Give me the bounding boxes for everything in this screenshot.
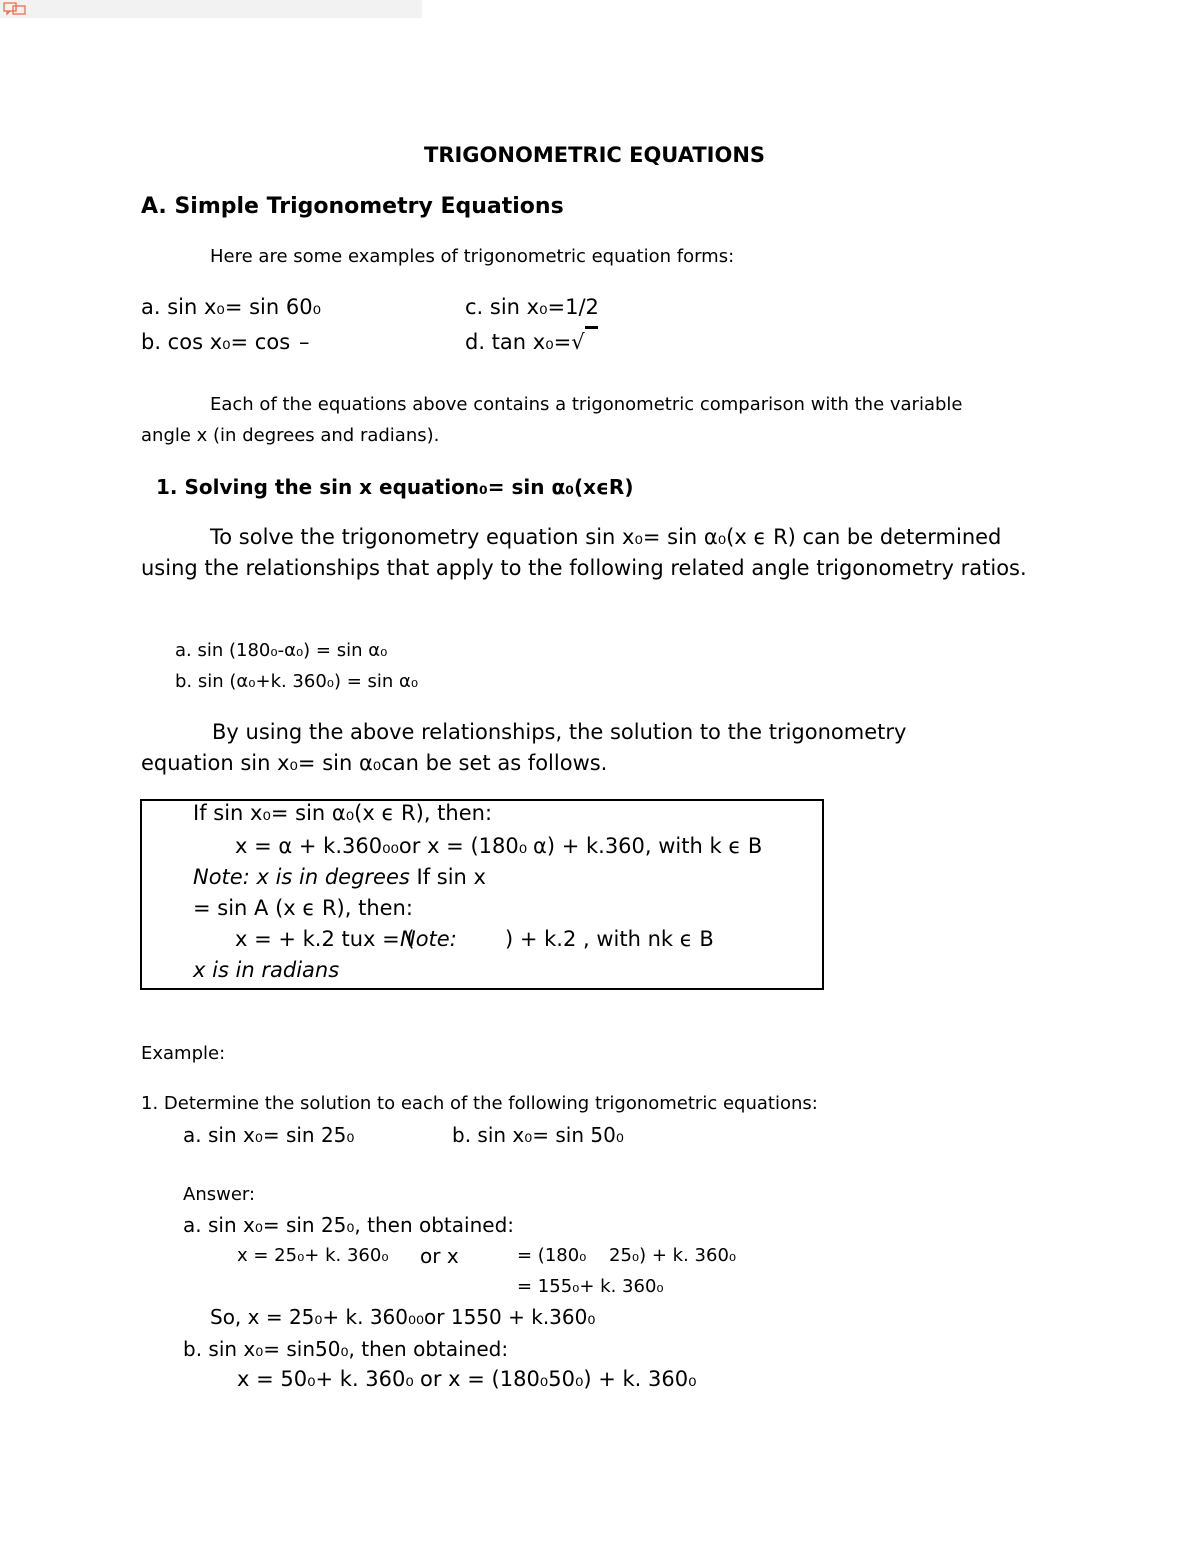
solution-intro-line1: By using the above relationships, the solution to the trigonometry <box>212 720 907 744</box>
formula-note-degrees: Note: x is in degrees <box>193 865 410 889</box>
example-form-a: a. sin x₀= sin 60₀ <box>141 295 321 319</box>
example-form-b: b. cos x₀= cos <box>141 330 291 354</box>
formula-line2-left: x = α + k.360₀₀or x = (180₀ <box>235 834 528 858</box>
formula-line5-note: Note: <box>400 927 457 951</box>
answer-a-line1-or: or x <box>420 1244 459 1268</box>
answer-a-conclusion: So, x = 25₀+ k. 360₀₀or 1550 + k.360₀ <box>210 1305 596 1329</box>
solution-intro-line2: equation sin x₀= sin α₀can be set as follows. <box>141 751 608 775</box>
formula-line3 <box>193 867 486 888</box>
example-label: Example: <box>141 1043 226 1064</box>
answer-a-line1-mid: = (180₀ <box>517 1245 587 1266</box>
formula-line4: = sin A (x ϵ R), then: <box>193 896 413 920</box>
formula-line3-rest: If sin x <box>409 865 486 889</box>
answer-a-line2: = 155₀+ k. 360₀ <box>517 1276 664 1297</box>
sqrt-overline <box>585 326 598 329</box>
formula-line1: If sin x₀= sin α₀(x ϵ R), then: <box>193 801 493 825</box>
subsection-1-para-line1: To solve the trigonometry equation sin x₀= sin α₀(x ϵ R) can be determined <box>210 525 1002 549</box>
example-question-a: a. sin x₀= sin 25₀ <box>183 1123 355 1147</box>
subsection-1-heading: 1. Solving the sin x equation₀= sin α₀(xϵR) <box>156 475 634 499</box>
answer-b-line1-right: or x = (180₀50₀) + k. 360₀ <box>420 1367 697 1391</box>
example-form-b-minus: – <box>299 330 310 354</box>
formula-line5-right: ) + k.2 , with nk ϵ B <box>505 927 714 951</box>
answer-a-line1-left: x = 25₀+ k. 360₀ <box>237 1245 389 1266</box>
answer-label: Answer: <box>183 1184 256 1205</box>
subsection-1-para-line2: using the relationships that apply to the following related angle trigonometry ratios. <box>141 556 1027 580</box>
section-a-intro: Here are some examples of trigonometric equation forms: <box>210 246 735 267</box>
top-toolbar <box>0 0 422 18</box>
answer-a-line1-right: 25₀) + k. 360₀ <box>609 1245 737 1266</box>
formula-line5-left: x = + k.2 tux = ( <box>235 927 415 951</box>
example-form-d: d. tan x₀=√ <box>465 330 585 354</box>
section-a-heading: A. Simple Trigonometry Equations <box>141 194 564 219</box>
answer-a-heading: a. sin x₀= sin 25₀, then obtained: <box>183 1213 514 1237</box>
section-a-desc-line1: Each of the equations above contains a trigonometric comparison with the variable <box>210 394 963 415</box>
example-form-c: c. sin x₀=1/2 <box>465 295 599 319</box>
relation-a: a. sin (180₀-α₀) = sin α₀ <box>175 640 388 661</box>
document-title: TRIGONOMETRIC EQUATIONS <box>424 143 766 167</box>
comment-icon[interactable] <box>3 1 27 20</box>
section-a-desc-line2: angle x (in degrees and radians). <box>141 425 440 446</box>
example-question-b: b. sin x₀= sin 50₀ <box>452 1123 624 1147</box>
relation-b: b. sin (α₀+k. 360₀) = sin α₀ <box>175 671 419 692</box>
formula-line2-right: α) + k.360, with k ϵ B <box>533 834 763 858</box>
formula-note-radians: x is in radians <box>193 958 340 982</box>
answer-b-line1-left: x = 50₀+ k. 360₀ <box>237 1367 414 1391</box>
answer-b-heading: b. sin x₀= sin50₀, then obtained: <box>183 1337 509 1361</box>
example-question-1: 1. Determine the solution to each of the following trigonometric equations: <box>141 1093 818 1114</box>
